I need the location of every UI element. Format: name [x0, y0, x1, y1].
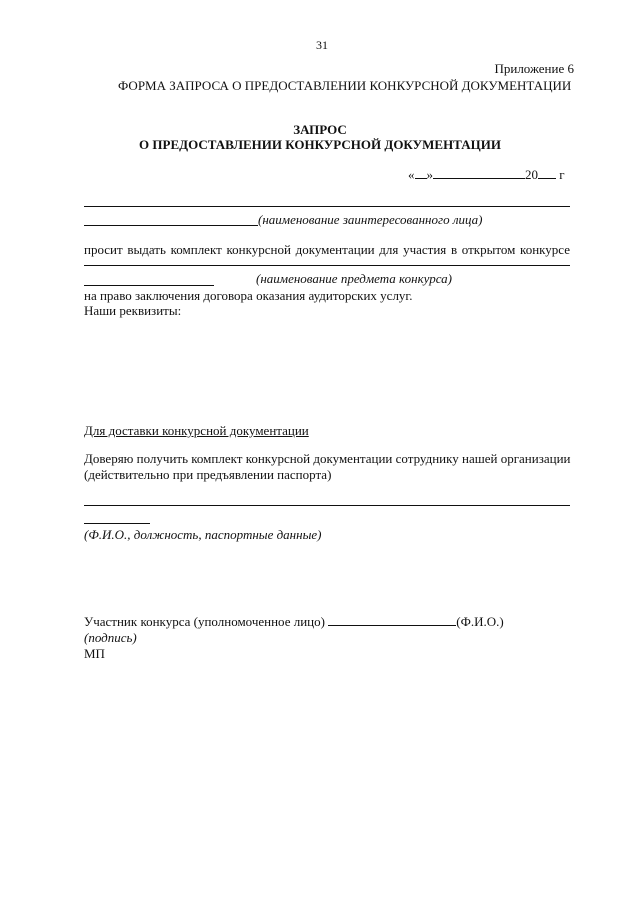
heading-line2: О ПРЕДОСТАВЛЕНИИ КОНКУРСНОЙ ДОКУМЕНТАЦИИ	[139, 137, 501, 152]
signature-field	[328, 614, 456, 626]
date-close-quote: »	[426, 167, 433, 182]
signature-line	[84, 614, 504, 629]
delivery-heading: Для доставки конкурсной документации	[84, 423, 309, 438]
date-day-field	[415, 167, 427, 179]
subject-line-1	[84, 265, 570, 266]
date-line	[408, 167, 565, 182]
date-year-prefix: 20	[525, 167, 538, 182]
applicant-hint: (наименование заинтересованного лица)	[258, 212, 483, 227]
appendix-label: Приложение 6	[494, 61, 574, 76]
subject-hint: (наименование предмета конкурса)	[256, 271, 453, 286]
applicant-line-1	[84, 206, 570, 207]
form-title: ФОРМА ЗАПРОСА О ПРЕДОСТАВЛЕНИИ КОНКУРСНОЙ ДОКУМЕНТАЦИИ	[118, 78, 572, 93]
subject-line-2	[84, 285, 214, 286]
signature-fio: (Ф.И.О.)	[456, 614, 504, 629]
date-open-quote: «	[408, 167, 415, 182]
trust-line-1: Доверяю получить комплект конкурсной документации сотруднику нашей организации	[84, 451, 571, 466]
person-line-2	[84, 523, 150, 524]
contract-text: на право заключения договора оказания аудиторских услуг.	[84, 288, 413, 303]
trust-line-2: (действительно при предъявлении паспорта)	[84, 467, 332, 482]
sign-hint: (подпись)	[84, 630, 137, 645]
date-year-field	[538, 167, 556, 179]
applicant-line-2	[84, 225, 258, 226]
page-number: 31	[316, 38, 328, 52]
person-line-1	[84, 505, 570, 506]
request-text: просит выдать комплект конкурсной документации для участия в открытом конкурсе	[84, 242, 570, 257]
requisites-label: Наши реквизиты:	[84, 303, 182, 318]
date-month-field	[433, 167, 525, 179]
stamp-label: МП	[84, 646, 105, 661]
participant-label: Участник конкурса (уполномоченное лицо)	[84, 614, 325, 629]
person-hint: (Ф.И.О., должность, паспортные данные)	[84, 527, 322, 542]
date-year-suffix: г	[559, 167, 565, 182]
heading-line1: ЗАПРОС	[293, 122, 347, 137]
